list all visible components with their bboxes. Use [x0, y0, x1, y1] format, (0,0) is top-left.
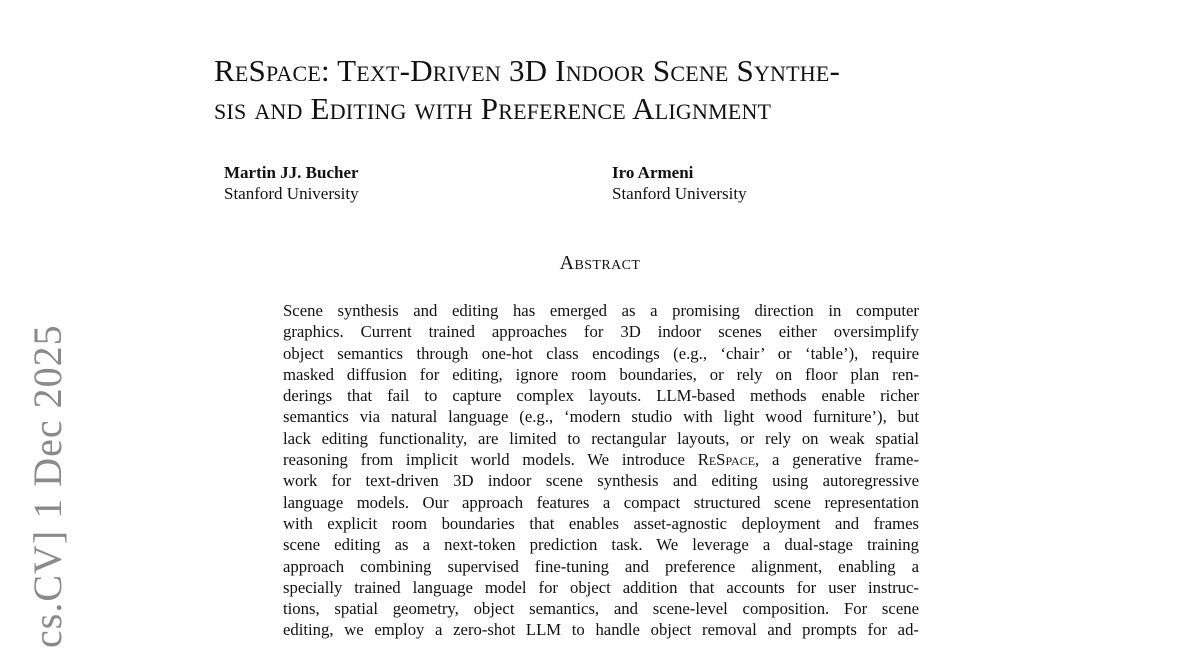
- arxiv-stamp: cs.CV] 1 Dec 2025: [25, 324, 70, 648]
- abstract-line: specially trained language model for object addition that accounts for user instruc-: [283, 577, 919, 597]
- author-name: Martin JJ. Bucher: [224, 163, 359, 182]
- abstract-line: work for text-driven 3D indoor scene synthesis and editing using autoregressive: [283, 471, 919, 491]
- abstract-line-text: reasoning from implicit world models. We introduce: [283, 450, 698, 470]
- abstract-line: tions, spatial geometry, object semantics, and scene-level composition. For scene: [283, 599, 919, 619]
- abstract-line: lack editing functionality, are limited to rectangular layouts, or rely on weak spatial: [283, 428, 919, 448]
- abstract-line: [283, 449, 919, 470]
- author-name: Iro Armeni: [612, 163, 694, 182]
- abstract-line: masked diffusion for editing, ignore room boundaries, or rely on floor plan ren-: [283, 364, 919, 384]
- abstract-line: object semantics through one-hot class encodings (e.g., ‘chair’ or ‘table’), require: [283, 343, 919, 363]
- title-line-2: sis and Editing with Preference Alignment: [214, 91, 772, 126]
- author-affiliation: Stanford University: [612, 184, 747, 203]
- abstract-body: [283, 300, 919, 641]
- abstract-line: scene editing as a next-token prediction task. We leverage a dual-stage training: [283, 535, 919, 555]
- abstract-line: Scene synthesis and editing has emerged as a promising direction in computer: [283, 301, 919, 320]
- author-affiliation: Stanford University: [224, 184, 359, 203]
- abstract-line: language models. Our approach features a compact structured scene representation: [283, 492, 919, 512]
- abstract-line: with explicit room boundaries that enables asset-agnostic deployment and frames: [283, 513, 919, 533]
- paper-title: [214, 52, 840, 128]
- abstract-line: editing, we employ a zero-shot LLM to handle object removal and prompts for ad-: [283, 620, 919, 640]
- abstract-line: approach combining supervised fine-tuning and preference alignment, enabling a: [283, 556, 919, 576]
- author-block-1: [224, 162, 359, 204]
- method-name: ReSpace: [697, 450, 756, 470]
- abstract-heading: Abstract: [559, 252, 641, 274]
- author-block-2: [612, 162, 747, 204]
- abstract-line-text: , a generative frame-: [755, 450, 919, 470]
- abstract-line: semantics via natural language (e.g., ‘modern studio with light wood furniture’), but: [283, 407, 919, 427]
- abstract-line: derings that fail to capture complex layouts. LLM-based methods enable richer: [283, 386, 919, 406]
- abstract-line: graphics. Current trained approaches for 3D indoor scenes either oversimplify: [283, 322, 919, 342]
- title-line-1: ReSpace: Text-Driven 3D Indoor Scene Synthe-: [214, 53, 841, 88]
